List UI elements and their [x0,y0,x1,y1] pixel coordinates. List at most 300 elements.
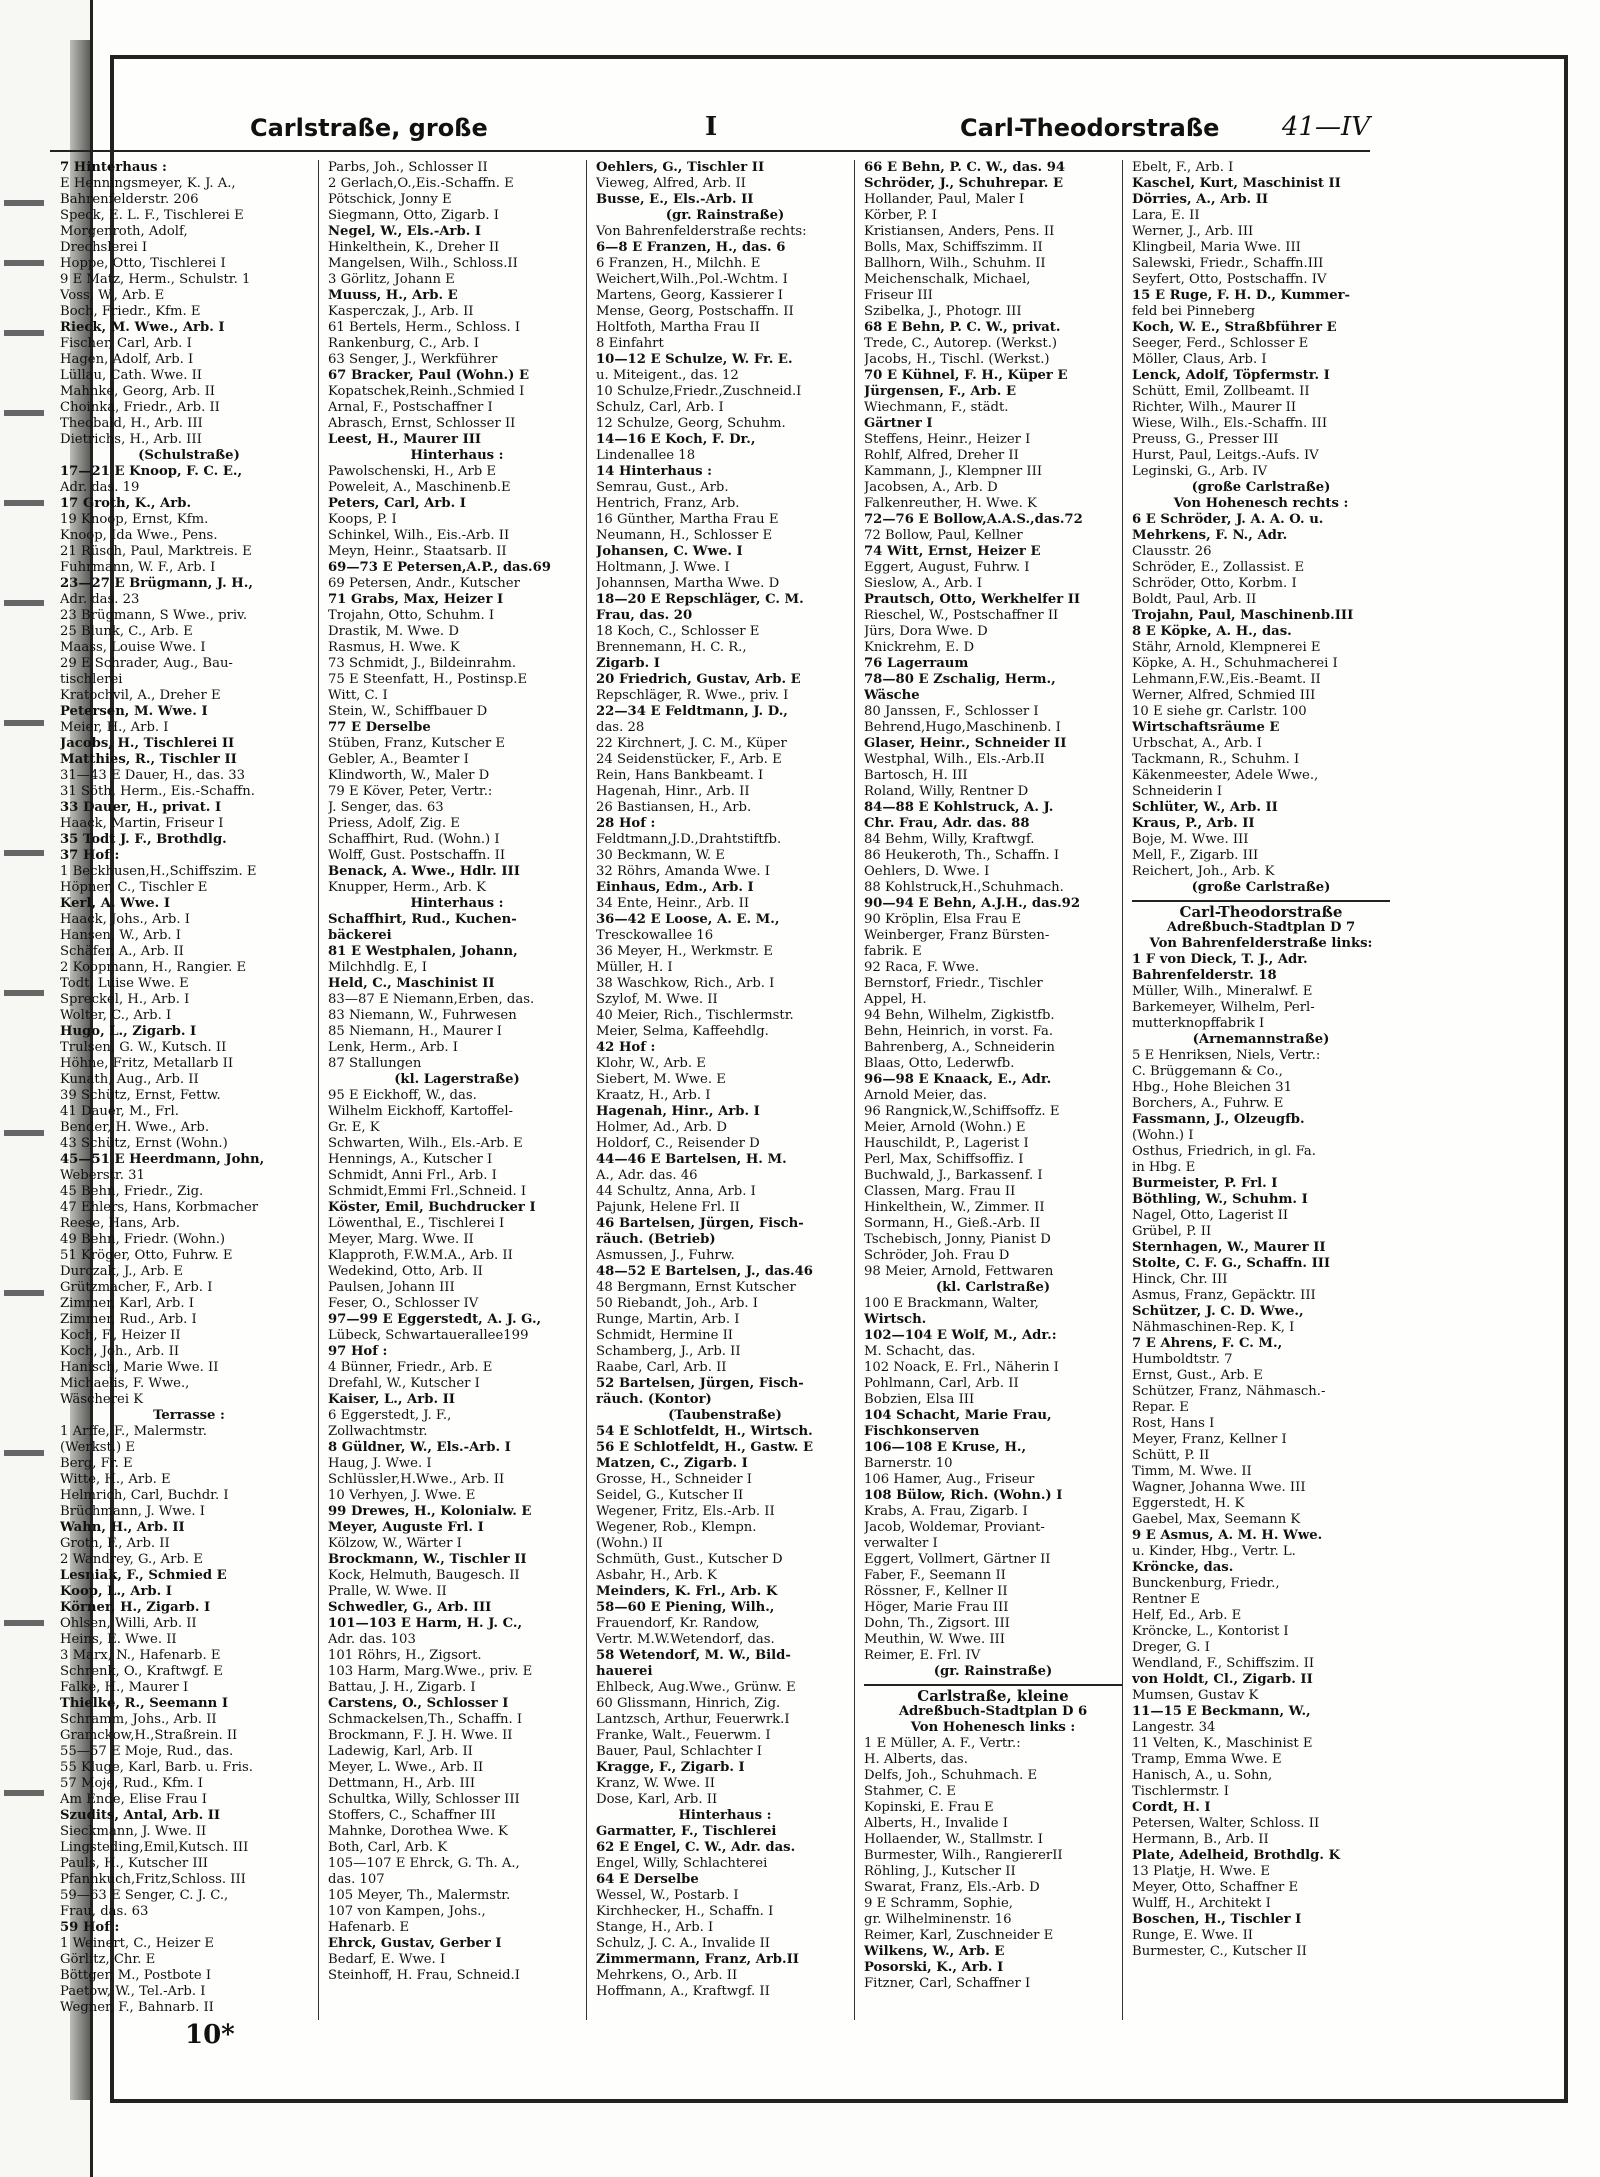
directory-entry: Alberts, H., Invalide I [864,1816,1008,1831]
directory-entry: Abrasch, Ernst, Schlosser II [328,416,516,431]
directory-entry: u. Kinder, Hbg., Vertr. L. [1132,1544,1296,1559]
directory-entry: Steffens, Heinr., Heizer I [864,432,1031,447]
directory-entry: Meyer, Marg. Wwe. II [328,1232,474,1247]
directory-entry: 10—12 E Schulze, W. Fr. E. [596,352,793,367]
directory-entry: Delfs, Joh., Schuhmach. E [864,1768,1038,1783]
directory-entry: Lehmann,F.W.,Eis.-Beamt. II [1132,672,1321,687]
directory-entry: Urbschat, A., Arb. I [1132,736,1263,751]
header-street-left: Carlstraße, große [250,114,488,142]
directory-entry: Salewski, Friedr., Schaffn.III [1132,256,1324,271]
directory-entry: 61 Bertels, Herm., Schloss. I [328,320,521,335]
directory-entry: Bolls, Max, Schiffszimm. II [864,240,1043,255]
directory-entry: Schütt, P. II [1132,1448,1210,1463]
directory-entry: Kraatz, H., Arb. I [596,1088,711,1103]
directory-entry: Hagen, Adolf, Arb. I [60,352,194,367]
directory-entry: 33 Dauer, H., privat. I [60,800,222,815]
directory-entry: Asmussen, J., Fuhrw. [596,1248,735,1263]
page-number: 41—IV [1281,112,1370,142]
directory-entry: Hentrich, Franz, Arb. [596,496,740,511]
directory-entry: Stähr, Arnold, Klempnerei E [1132,640,1321,655]
directory-entry: das. 28 [596,720,645,735]
directory-entry: 58 Wetendorf, M. W., Bild- [596,1648,791,1663]
directory-entry: 104 Schacht, Marie Frau, [864,1408,1052,1423]
directory-entry: Meinders, K. Frl., Arb. K [596,1584,778,1599]
directory-entry: Schneiderin I [1132,784,1223,799]
directory-entry: Hinkelthein, K., Dreher II [328,240,500,255]
directory-entry: Oehlers, D. Wwe. I [864,864,990,879]
directory-entry: Priess, Adolf, Zig. E [328,816,460,831]
directory-entry: Haack, Johs., Arb. I [60,912,190,927]
directory-entry: Hermann, B., Arb. II [1132,1832,1269,1847]
directory-entry: Dietrichs, H., Arb. III [60,432,202,447]
directory-entry: Blaas, Otto, Lederwfb. [864,1056,1015,1071]
sheet-signature: 10* [185,2020,235,2050]
directory-entry: 79 E Köver, Peter, Vertr.: [328,784,493,799]
directory-entry: Raabe, Carl, Arb. II [596,1360,727,1375]
directory-entry: 57 Moje, Rud., Kfm. I [60,1776,203,1791]
directory-entry: Hennings, A., Kutscher I [328,1152,493,1167]
directory-entry: 18—20 E Repschläger, C. M. [596,592,804,607]
directory-entry: 36 Meyer, H., Werkmstr. E [596,944,773,959]
directory-entry: Wedekind, Otto, Arb. II [328,1264,483,1279]
directory-entry: Muuss, H., Arb. E [328,288,458,303]
directory-entry: Köster, Emil, Buchdrucker I [328,1200,536,1215]
directory-entry: Siegmann, Otto, Zigarb. I [328,208,499,223]
directory-entry: Asbahr, H., Arb. K [596,1568,717,1583]
directory-entry: Grübel, P. II [1132,1224,1212,1239]
directory-entry: Falkenreuther, H. Wwe. K [864,496,1037,511]
directory-entry: Schaffhirt, Rud. (Wohn.) I [328,832,500,847]
directory-entry: Lübeck, Schwartauerallee199 [328,1328,529,1343]
directory-entry: Hansen, W., Arb. I [60,928,181,943]
directory-entry: Schützer, J. C. D. Wwe., [1132,1304,1304,1319]
directory-entry: 2 Gerlach,O.,Eis.-Schaffn. E [328,176,514,191]
directory-entry: 97—99 E Eggerstedt, A. J. G., [328,1312,542,1327]
directory-entry: Kaiser, L., Arb. II [328,1392,455,1407]
directory-entry: 63 Senger, J., Werkführer [328,352,498,367]
directory-entry: Jürs, Dora Wwe. D [864,624,988,639]
street-section-title: Carl-Theodorstraße [1132,900,1390,920]
directory-entry: Pawolschenski, H., Arb E [328,464,497,479]
directory-entry: Gr. E, K [328,1120,380,1135]
column-4 [864,160,1123,2020]
directory-entry: Hauschildt, P., Lagerist I [864,1136,1029,1151]
directory-entry: Holdorf, C., Reisender D [596,1136,760,1151]
directory-entry: 36—42 E Loose, A. E. M., [596,912,780,927]
directory-entry: Battau, J. H., Zigarb. I [328,1680,476,1695]
directory-entry: Rieck, M. Wwe., Arb. I [60,320,225,335]
directory-entry: 83—87 E Niemann,Erben, das. [328,992,535,1007]
directory-entry: 29 E Schrader, Aug., Bau- [60,656,233,671]
directory-entry: Meyn, Heinr., Staatsarb. II [328,544,507,559]
directory-entry: Sormann, H., Gieß.-Arb. II [864,1216,1041,1231]
directory-entry: Sieckmann, J. Wwe. II [60,1824,207,1839]
directory-entry: Gaebel, Max, Seemann K [1132,1512,1301,1527]
directory-entry: 98 Meier, Arnold, Fettwaren [864,1264,1054,1279]
directory-entry: 13 Platje, H. Wwe. E [1132,1864,1271,1879]
directory-entry: 38 Waschkow, Rich., Arb. I [596,976,775,991]
directory-entry: 19 Knoop, Ernst, Kfm. [60,512,209,527]
directory-entry: (Arnemannstraße) [1192,1032,1330,1047]
directory-entry: Wäsche [864,688,920,703]
directory-entry: 84—88 E Kohlstruck, A. J. [864,800,1054,815]
directory-entry: tischlerei [60,672,123,687]
directory-entry: 69 Petersen, Andr., Kutscher [328,576,520,591]
directory-entry: Helmrich, Carl, Buchdr. I [60,1488,229,1503]
directory-entry: Thielke, R., Seemann I [60,1696,228,1711]
directory-entry: Brockmann, F. J. H. Wwe. II [328,1728,513,1743]
directory-entry: 11 Velten, K., Maschinist E [1132,1736,1313,1751]
directory-entry: Pohlmann, Carl, Arb. II [864,1376,1019,1391]
directory-entry: 10 Schulze,Friedr.,Zuschneid.I [596,384,802,399]
directory-entry: Weberstr. 31 [60,1168,145,1183]
directory-entry: Both, Carl, Arb. K [328,1840,448,1855]
directory-entry: 85 Niemann, H., Maurer I [328,1024,503,1039]
directory-entry: Holtmann, J. Wwe. I [596,560,730,575]
directory-entry: mutterknopffabrik I [1132,1016,1265,1031]
directory-entry: Schinkel, Wilh., Eis.-Arb. II [328,528,510,543]
directory-entry: Trulsen, G. W., Kutsch. II [60,1040,227,1055]
directory-entry: Lindenallee 18 [596,448,696,463]
directory-entry: Pfannkuch,Fritz,Schloss. III [60,1872,246,1887]
directory-entry: verwalter I [864,1536,938,1551]
directory-entry: bäckerei [328,928,392,943]
directory-entry: Käkenmeester, Adele Wwe., [1132,768,1319,783]
directory-entry: 2 Koopmann, H., Rangier. E [60,960,247,975]
directory-entry: Sternhagen, W., Maurer II [1132,1240,1326,1255]
directory-entry: Bernstorf, Friedr., Tischler [864,976,1043,991]
directory-entry: 99 Drewes, H., Kolonialw. E [328,1504,532,1519]
directory-entry: Hollander, Paul, Maler I [864,192,1025,207]
directory-entry: Langestr. 34 [1132,1720,1216,1735]
directory-entry: Stüben, Franz, Kutscher E [328,736,506,751]
directory-entry: (kl. Lagerstraße) [394,1072,520,1087]
directory-entry: Mell, F., Zigarb. III [1132,848,1259,863]
directory-entry: fabrik. E [864,944,922,959]
directory-entry: Rost, Hans I [1132,1416,1215,1431]
directory-entry: 45—51 E Heerdmann, John, [60,1152,265,1167]
directory-entry: 54 E Schlotfeldt, H., Wirtsch. [596,1424,813,1439]
directory-entry: Hagenah, Hinr., Arb. II [596,784,750,799]
directory-entry: Brüchmann, J. Wwe. I [60,1504,205,1519]
directory-entry: Zimmer, Rud., Arb. I [60,1312,197,1327]
directory-entry: Dose, Karl, Arb. II [596,1792,718,1807]
directory-entry: 44—46 E Bartelsen, H. M. [596,1152,787,1167]
header-street-right: Carl-Theodorstraße [960,114,1220,142]
directory-entry: Seeger, Ferd., Schlosser E [1132,336,1309,351]
directory-entry: 23—27 E Brügmann, J. H., [60,576,253,591]
directory-entry: Lüllau, Cath. Wwe. II [60,368,203,383]
directory-entry: 4 Bünner, Friedr., Arb. E [328,1360,493,1375]
directory-entry: Hinkelthein, W., Zimmer. II [864,1200,1045,1215]
directory-entry: Böttger, M., Postbote I [60,1968,212,1983]
directory-entry: Morgenroth, Adolf, [60,224,188,239]
directory-entry: Barnerstr. 10 [864,1456,953,1471]
directory-entry: (große Carlstraße) [1191,880,1331,895]
directory-entry: Swarat, Franz, Els.-Arb. D [864,1880,1040,1895]
directory-entry: Kopinski, E. Frau E [864,1800,994,1815]
directory-entry: 11—15 E Beckmann, W., [1132,1704,1311,1719]
directory-entry: Schwarten, Wilh., Els.-Arb. E [328,1136,523,1151]
directory-entry: 40 Meier, Rich., Tischlermstr. [596,1008,794,1023]
directory-entry: 22 Kirchnert, J. C. M., Küper [596,736,787,751]
directory-entry: 72 Bollow, Paul, Kellner [864,528,1023,543]
directory-entry: Mehrkens, O., Arb. II [596,1968,738,1983]
directory-entry: Stein, W., Schiffbauer D [328,704,488,719]
directory-entry: Spreckel, H., Arb. I [60,992,190,1007]
directory-entry: Adr. das. 19 [60,480,140,495]
directory-entry: Ehlbeck, Aug.Wwe., Grünw. E [596,1680,796,1695]
directory-entry: Mangelsen, Wilh., Schloss.II [328,256,518,271]
directory-entry: feld bei Pinneberg [1132,304,1256,319]
directory-entry: Choinka, Friedr., Arb. II [60,400,220,415]
directory-entry: 50 Riebandt, Joh., Arb. I [596,1296,759,1311]
directory-entry: Faber, F., Seemann II [864,1568,1006,1583]
directory-entry: Steinhoff, H. Frau, Schneid.I [328,1968,520,1983]
directory-entry: 22—34 E Feldtmann, J. D., [596,704,788,719]
directory-entry: Neumann, H., Schlosser E [596,528,773,543]
directory-entry: von Holdt, Cl., Zigarb. II [1132,1672,1313,1687]
directory-entry: Tramp, Emma Wwe. E [1132,1752,1282,1767]
directory-entry: Werner, Alfred, Schmied III [1132,688,1316,703]
directory-entry: Schäfer, A., Arb. II [60,944,184,959]
directory-entry: Ebelt, F., Arb. I [1132,160,1234,175]
directory-entry: Körner, H., Zigarb. I [60,1600,211,1615]
directory-entry: Schröder, Otto, Korbm. I [1132,576,1297,591]
directory-entry: Frau, das. 20 [596,608,693,623]
directory-entry: 1 Beckhusen,H.,Schiffszim. E [60,864,257,879]
directory-entry: 7 Hinterhaus : [60,160,167,175]
directory-entry: Ohlsen, Willi, Arb. II [60,1616,197,1631]
directory-entry: (Werkst.) E [60,1440,135,1455]
directory-entry: Gramckow,H.,Straßrein. II [60,1728,238,1743]
directory-entry: Lenk, Herm., Arb. I [328,1040,458,1055]
directory-entry: Eggert, August, Fuhrw. I [864,560,1030,575]
directory-entry: Wiese, Wilh., Els.-Schaffn. III [1132,416,1328,431]
directory-entry: Von Bahrenfelderstraße rechts: [596,224,807,239]
directory-entry: Paulsen, Johann III [328,1280,455,1295]
directory-entry: 10 Verhyen, J. Wwe. E [328,1488,476,1503]
directory-entry: 46 Bartelsen, Jürgen, Fisch- [596,1216,804,1231]
directory-entry: Wirtschaftsräume E [1132,720,1280,735]
directory-entry: Bobzien, Elsa III [864,1392,975,1407]
directory-entry: 23 Brügmann, S Wwe., priv. [60,608,248,623]
directory-entry: Behrend,Hugo,Maschinenb. I [864,720,1061,735]
directory-entry: Seidel, G., Kutscher II [596,1488,744,1503]
directory-entry: Hinterhaus : [410,448,504,463]
directory-entry: 66 E Behn, P. C. W., das. 94 [864,160,1066,175]
directory-entry: Höhne, Fritz, Metallarb II [60,1056,234,1071]
directory-entry: Perl, Max, Schiffsoffiz. I [864,1152,1024,1167]
directory-entry: Bauer, Paul, Schlachter I [596,1744,763,1759]
directory-entry: 35 Todt J. F., Brothdlg. [60,832,227,847]
directory-entry: Durczak, J., Arb. E [60,1264,184,1279]
directory-entry: 34 Ente, Heinr., Arb. II [596,896,750,911]
directory-entry: Grützmacher, F., Arb. I [60,1280,213,1295]
directory-entry: 37 Hof : [60,848,120,863]
directory-entry: Gebler, A., Beamter I [328,752,469,767]
directory-entry: Boch, Friedr., Kfm. E [60,304,201,319]
directory-entry: Petersen, M. Wwe. I [60,704,208,719]
column-5 [1132,160,1390,2020]
directory-entry: Johansen, C. Wwe. I [596,544,743,559]
directory-entry: Runge, Martin, Arb. I [596,1312,740,1327]
directory-entry: Burmester, Wilh., RangiererII [864,1848,1063,1863]
directory-entry: gr. Wilhelminenstr. 16 [864,1912,1012,1927]
directory-entry: Posorski, K., Arb. I [864,1960,1004,1975]
directory-entry: 47 Ehlers, Hans, Korbmacher [60,1200,259,1215]
directory-entry: Hinterhaus : [410,896,504,911]
directory-entry: Maass, Louise Wwe. I [60,640,206,655]
directory-entry: 67 Bracker, Paul (Wohn.) E [328,368,530,383]
directory-entry: Brockmann, W., Tischler II [328,1552,527,1567]
directory-entry: Seyfert, Otto, Postschaffn. IV [1132,272,1327,287]
directory-entry: Nagel, Otto, Lagerist II [1132,1208,1289,1223]
directory-entry: 6 Eggerstedt, J. F., [328,1408,452,1423]
directory-entry: Witte, H., Arb. E [60,1472,171,1487]
directory-entry: Heins, E. Wwe. II [60,1632,177,1647]
directory-entry: Bartosch, H. III [864,768,968,783]
directory-entry: Drefahl, W., Kutscher I [328,1376,480,1391]
directory-entry: 86 Heukeroth, Th., Schaffn. I [864,848,1060,863]
directory-entry: Reese, Hans, Arb. [60,1216,180,1231]
directory-entry: Boje, M. Wwe. III [1132,832,1249,847]
directory-entry: 106—108 E Kruse, H., [864,1440,1027,1455]
directory-entry: 8 Güldner, W., Els.-Arb. I [328,1440,511,1455]
directory-entry: Bunckenburg, Friedr., [1132,1576,1280,1591]
directory-entry: Schramm, Johs., Arb. II [60,1712,217,1727]
directory-entry: 77 E Derselbe [328,720,431,735]
directory-entry: Röhling, J., Kutscher II [864,1864,1016,1879]
column-2 [328,160,587,2020]
directory-entry: Arnal, F., Postschaffner I [328,400,493,415]
directory-entry: 8 Einfahrt [596,336,664,351]
directory-entry: Mense, Georg, Postschaffn. II [596,304,794,319]
directory-entry: 51 Kröger, Otto, Fuhrw. E [60,1248,233,1263]
directory-entry: Parbs, Joh., Schlosser II [328,160,488,175]
directory-entry: Helf, Ed., Arb. E [1132,1608,1242,1623]
directory-entry: Plate, Adelheid, Brothdlg. K [1132,1848,1341,1863]
directory-entry: Lenck, Adolf, Töpfermstr. I [1132,368,1330,383]
directory-entry: 87 Stallungen [328,1056,422,1071]
directory-entry: Möller, Claus, Arb. I [1132,352,1267,367]
directory-entry: 72—76 E Bollow,A.A.S.,das.72 [864,512,1083,527]
directory-entry: Poweleit, A., Maschinenb.E [328,480,511,495]
directory-entry: 8 E Köpke, A. H., das. [1132,624,1292,639]
directory-entry: Schmidt,Emmi Frl.,Schneid. I [328,1184,527,1199]
directory-entry: Kragge, F., Zigarb. I [596,1760,745,1775]
directory-entry: 9 E Asmus, A. M. H. Wwe. [1132,1528,1323,1543]
directory-entry: 69—73 E Petersen,A.P., das.69 [328,560,551,575]
directory-entry: Wegner, F., Bahnarb. II [60,2000,214,2015]
directory-entry: Wegener, Rob., Klempn. [596,1520,757,1535]
directory-entry: Claus​str. 26 [1132,544,1212,559]
directory-entry: Bahrenfelderstr. 206 [60,192,199,207]
directory-entry: Haug, J. Wwe. I [328,1456,432,1471]
directory-entry: Schaffhirt, Rud., Kuchen- [328,912,517,927]
directory-entry: Holmer, Ad., Arb. D [596,1120,727,1135]
header-divider: I [705,112,718,142]
directory-entry: H. Alberts, das. [864,1752,968,1767]
directory-entry: Müller, Wilh., Mineralwf. E [1132,984,1313,999]
directory-entry: Burmeister, P. Frl. I [1132,1176,1278,1191]
directory-entry: E Henningsmeyer, K. J. A., [60,176,236,191]
directory-entry: Höger, Marie Frau III [864,1600,1009,1615]
directory-entry: 97 Hof : [328,1344,388,1359]
directory-entry: Feser, O., Schlosser IV [328,1296,479,1311]
directory-entry: Pauls, H., Kutscher III [60,1856,209,1871]
street-section-title: Carlstraße, kleine [864,1684,1122,1704]
directory-entry: Paetow, W., Tel.-Arb. I [60,1984,206,1999]
directory-entry: Dörries, A., Arb. II [1132,192,1269,207]
directory-entry: Meier, Arnold (Wohn.) E [864,1120,1026,1135]
directory-entry: Brennemann, H. C. R., [596,640,747,655]
directory-entry: Körber, P. I [864,208,938,223]
directory-entry: Dohn, Th., Zigsort. III [864,1616,1010,1631]
directory-entry: Pajunk, Helene Frl. II [596,1200,740,1215]
directory-entry: Schulz, J. C. A., Invalide II [596,1936,771,1951]
directory-entry: Meichenschalk, Michael, [864,272,1031,287]
directory-entry: Stange, H., Arb. I [596,1920,714,1935]
directory-entry: 12 Schulze, Georg, Schuhm. [596,416,786,431]
directory-entry: 7 E Ahrens, F. C. M., [1132,1336,1283,1351]
directory-entry: Wolff, Gust. Postschaffn. II [328,848,506,863]
directory-entry: 90—94 E Behn, A.J.H., das.92 [864,896,1081,911]
directory-entry: Rasmus, H. Wwe. K [328,640,460,655]
directory-entry: 58—60 E Piening, Wilh., [596,1600,775,1615]
directory-entry: Frau, das. 63 [60,1904,149,1919]
directory-entry: Adr. das. 103 [328,1632,416,1647]
directory-entry: (Wohn.) II [596,1536,663,1551]
directory-entry: Kunath, Aug., Arb. II [60,1072,199,1087]
directory-entry: Meier, Selma, Kaffeehdlg. [596,1024,769,1039]
directory-entry: Busse, E., Els.-Arb. II [596,192,754,207]
directory-entry: 102 Noack, E. Frl., Näherin I [864,1360,1059,1375]
directory-entry: 107 von Kampen, Johs., [328,1904,486,1919]
directory-entry: 26 Bastiansen, H., Arb. [596,800,752,815]
directory-entry: Chr. Frau, Adr. das. 88 [864,816,1030,831]
directory-entry: Tackmann, R., Schuhm. I [1132,752,1300,767]
directory-entry: Bahrenfelderstr. 18 [1132,968,1277,983]
directory-entry: Szudits, Antal, Arb. II [60,1808,221,1823]
directory-entry: Schwedler, G., Arb. III [328,1600,492,1615]
directory-entry: M. Schacht, das. [864,1344,976,1359]
directory-entry: Wolter, C., Arb. I [60,1008,172,1023]
directory-entry: räuch. (Kontor) [596,1392,712,1407]
directory-entry: Wäscherei K [60,1392,144,1407]
directory-entry: 24 Seidenstücker, F., Arb. E [596,752,782,767]
directory-entry: (Wohn.) I [1132,1128,1194,1143]
directory-entry: Schröder, E., Zollassist. E [1132,560,1305,575]
directory-entry: Koch, F., Heizer II [60,1328,181,1343]
directory-entry: 48 Bergmann, Ernst Kutscher [596,1280,796,1295]
directory-entry: Rohlf, Alfred, Dreher II [864,448,1019,463]
directory-entry: Pralle, W. Wwe. II [328,1584,447,1599]
directory-entry: 59—63 E Senger, C. J. C., [60,1888,229,1903]
directory-entry: Hinterhaus : [678,1808,772,1823]
directory-entry: 17—21 E Knoop, F. C. E., [60,464,243,479]
directory-entry: Cordt, H. I [1132,1800,1211,1815]
directory-entry: Carstens, O., Schlosser I [328,1696,509,1711]
directory-entry: Drastik, M. Wwe. D [328,624,459,639]
directory-entry: 31—43 E Dauer, H., das. 33 [60,768,246,783]
directory-entry: Appel, H. [864,992,927,1007]
directory-entry: Wahn, H., Arb. II [60,1520,185,1535]
directory-entry: 1 E Müller, A. F., Vertr.: [864,1736,1021,1751]
directory-entry: Vieweg, Alfred, Arb. II [596,176,746,191]
directory-entry: Löwenthal, E., Tischlerei I [328,1216,505,1231]
directory-entry: Höpner, C., Tischler E [60,880,208,895]
